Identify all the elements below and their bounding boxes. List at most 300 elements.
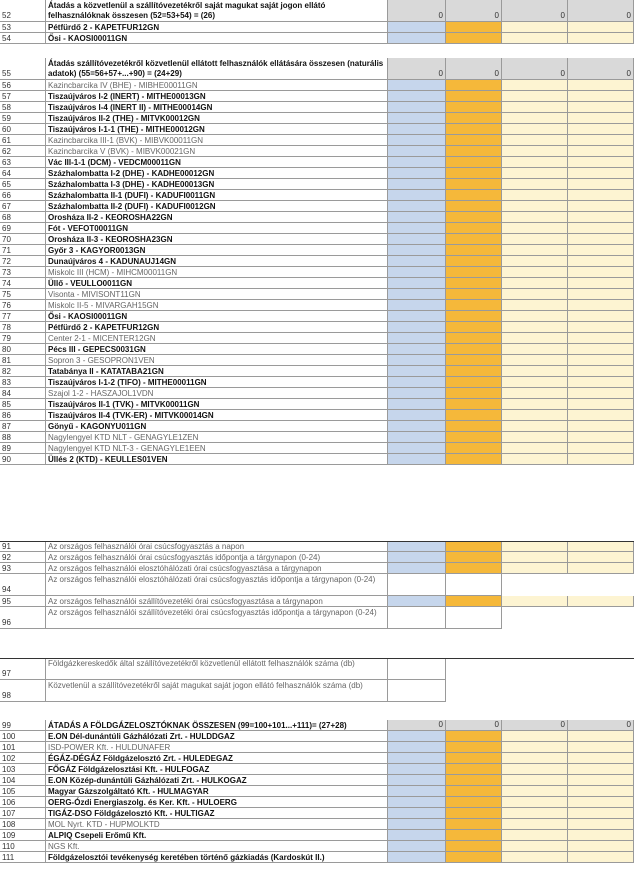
- row-label: Kazincbarcika IV (BHE) - MIBHE00011GN: [46, 80, 388, 91]
- value-cell[interactable]: [502, 731, 568, 742]
- table-row: [0, 223, 634, 234]
- row-number: 100: [0, 731, 46, 742]
- row-number: 89: [0, 443, 46, 454]
- table-row: [0, 212, 634, 223]
- value-cell[interactable]: [568, 124, 634, 135]
- row-number: 69: [0, 223, 46, 234]
- value-cell[interactable]: [568, 443, 634, 454]
- value-cell[interactable]: [446, 212, 502, 223]
- value-cell[interactable]: [568, 190, 634, 201]
- value-cell[interactable]: [502, 179, 568, 190]
- value-cell[interactable]: [502, 852, 568, 863]
- table-row: [0, 146, 634, 157]
- value-cell[interactable]: [388, 102, 446, 113]
- row-number: 70: [0, 234, 46, 245]
- value-cell[interactable]: [446, 179, 502, 190]
- value-cell[interactable]: [446, 432, 502, 443]
- row-label: Sopron 3 - GESOPRON1VEN: [46, 355, 388, 366]
- table-row: [0, 113, 634, 124]
- row-number: 63: [0, 157, 46, 168]
- value-cell[interactable]: [388, 22, 446, 33]
- value-cell[interactable]: [446, 201, 502, 212]
- value-cell[interactable]: [502, 124, 568, 135]
- row-label: Tiszaújváros II-2 (THE) - MITVK00012GN: [46, 113, 388, 124]
- value-cell[interactable]: [568, 256, 634, 267]
- row-number: 108: [0, 819, 46, 830]
- table-row: [0, 256, 634, 267]
- value-cell[interactable]: 0: [502, 0, 568, 22]
- value-cell[interactable]: [502, 830, 568, 841]
- value-cell[interactable]: [568, 410, 634, 421]
- row-label: TIGÁZ-DSO Földgázelosztó Kft. - HULTIGAZ: [46, 808, 388, 819]
- value-cell[interactable]: [446, 366, 502, 377]
- value-cell[interactable]: [388, 808, 446, 819]
- value-cell[interactable]: [388, 135, 446, 146]
- value-cell[interactable]: [568, 775, 634, 786]
- value-cell[interactable]: [388, 841, 446, 852]
- table-row: [0, 0, 634, 22]
- table-section: [0, 0, 634, 44]
- value-cell[interactable]: [502, 322, 568, 333]
- value-cell[interactable]: [388, 432, 446, 443]
- value-cell[interactable]: [502, 333, 568, 344]
- row-label: Tiszaújváros II-1 (TVK) - MITVK00011GN: [46, 399, 388, 410]
- value-cell[interactable]: [388, 80, 446, 91]
- value-cell[interactable]: [502, 201, 568, 212]
- value-cell[interactable]: [568, 146, 634, 157]
- table-row: [0, 819, 634, 830]
- value-cell[interactable]: [568, 377, 634, 388]
- value-cell[interactable]: [388, 124, 446, 135]
- value-cell[interactable]: [446, 830, 502, 841]
- value-cell[interactable]: 0: [446, 58, 502, 80]
- value-cell[interactable]: [568, 300, 634, 311]
- value-cell[interactable]: [388, 223, 446, 234]
- row-number: 83: [0, 377, 46, 388]
- value-cell[interactable]: [388, 443, 446, 454]
- value-cell[interactable]: [388, 234, 446, 245]
- value-cell[interactable]: [388, 399, 446, 410]
- value-cell[interactable]: [568, 168, 634, 179]
- value-cell[interactable]: [388, 366, 446, 377]
- value-cell[interactable]: [446, 764, 502, 775]
- value-cell[interactable]: [446, 256, 502, 267]
- value-cell[interactable]: [568, 808, 634, 819]
- value-cell[interactable]: [568, 102, 634, 113]
- row-number: 104: [0, 775, 46, 786]
- row-label: Tiszaújváros I-1-1 (THE) - MITHE00012GN: [46, 124, 388, 135]
- value-cell[interactable]: [388, 300, 446, 311]
- value-cell[interactable]: [568, 289, 634, 300]
- value-cell[interactable]: [446, 454, 502, 465]
- value-cell[interactable]: [502, 33, 568, 44]
- value-cell[interactable]: [568, 113, 634, 124]
- value-cell[interactable]: [568, 852, 634, 863]
- value-cell[interactable]: [388, 786, 446, 797]
- value-cell[interactable]: [568, 388, 634, 399]
- value-cell[interactable]: [446, 410, 502, 421]
- value-cell[interactable]: [502, 454, 568, 465]
- row-number: 85: [0, 399, 46, 410]
- value-cell[interactable]: [502, 212, 568, 223]
- value-cell[interactable]: [502, 432, 568, 443]
- value-cell[interactable]: [502, 135, 568, 146]
- value-cell[interactable]: [568, 80, 634, 91]
- value-cell[interactable]: [502, 388, 568, 399]
- table-row: [0, 300, 634, 311]
- value-cell[interactable]: [446, 157, 502, 168]
- value-cell[interactable]: [568, 454, 634, 465]
- value-cell[interactable]: [446, 421, 502, 432]
- row-number: 88: [0, 432, 46, 443]
- value-cell[interactable]: [502, 256, 568, 267]
- row-label: Az országos felhasználói órai csúcsfogyasztás a napon: [46, 541, 388, 552]
- value-cell[interactable]: [568, 22, 634, 33]
- value-cell[interactable]: [446, 234, 502, 245]
- table-row: [0, 753, 634, 764]
- value-cell[interactable]: [502, 841, 568, 852]
- value-cell[interactable]: [568, 245, 634, 256]
- row-label: Orosháza II-3 - KEOROSHA23GN: [46, 234, 388, 245]
- value-cell[interactable]: [446, 819, 502, 830]
- value-cell[interactable]: [446, 775, 502, 786]
- value-cell[interactable]: [388, 201, 446, 212]
- row-number: 99: [0, 720, 46, 731]
- value-cell[interactable]: [388, 256, 446, 267]
- value-cell[interactable]: [502, 344, 568, 355]
- row-label: E.ON Közép-dunántúli Gázhálózati Zrt. - HULKOGAZ: [46, 775, 388, 786]
- value-cell[interactable]: 0: [388, 720, 446, 731]
- value-cell[interactable]: [446, 841, 502, 852]
- table-row: [0, 786, 634, 797]
- value-cell[interactable]: [446, 124, 502, 135]
- value-cell[interactable]: [446, 168, 502, 179]
- row-number: 56: [0, 80, 46, 91]
- value-cell[interactable]: [568, 333, 634, 344]
- row-number: 109: [0, 830, 46, 841]
- value-cell[interactable]: [446, 135, 502, 146]
- value-cell[interactable]: 0: [568, 58, 634, 80]
- value-cell[interactable]: [446, 80, 502, 91]
- value-cell[interactable]: [388, 91, 446, 102]
- value-cell[interactable]: 0: [568, 0, 634, 22]
- row-label: Százhalombatta II-2 (DUFI) - KADUFI0012GN: [46, 201, 388, 212]
- value-cell[interactable]: [388, 289, 446, 300]
- value-cell[interactable]: [568, 366, 634, 377]
- value-cell[interactable]: [388, 322, 446, 333]
- value-cell[interactable]: [568, 830, 634, 841]
- value-cell[interactable]: 0: [446, 0, 502, 22]
- value-cell[interactable]: [502, 753, 568, 764]
- value-cell[interactable]: [568, 421, 634, 432]
- value-cell[interactable]: [568, 797, 634, 808]
- value-cell[interactable]: [388, 113, 446, 124]
- row-label: Üllő - VEULLO0011GN: [46, 278, 388, 289]
- row-number: 101: [0, 742, 46, 753]
- table-row: [0, 399, 634, 410]
- value-cell[interactable]: [388, 168, 446, 179]
- value-cell[interactable]: 0: [388, 58, 446, 80]
- value-cell[interactable]: [446, 377, 502, 388]
- value-cell[interactable]: [502, 764, 568, 775]
- value-cell[interactable]: [568, 179, 634, 190]
- value-cell[interactable]: [388, 157, 446, 168]
- value-cell[interactable]: [388, 454, 446, 465]
- value-cell[interactable]: [502, 819, 568, 830]
- value-cell[interactable]: [502, 377, 568, 388]
- value-cell[interactable]: [388, 764, 446, 775]
- value-cell[interactable]: 0: [446, 720, 502, 731]
- value-cell[interactable]: [446, 190, 502, 201]
- value-cell[interactable]: [388, 333, 446, 344]
- value-cell[interactable]: [502, 22, 568, 33]
- value-cell[interactable]: [502, 157, 568, 168]
- table-row: [0, 311, 634, 322]
- table-row: [0, 168, 634, 179]
- row-label: NGS Kft.: [46, 841, 388, 852]
- value-cell[interactable]: [388, 311, 446, 322]
- table-row: [0, 410, 634, 421]
- value-cell[interactable]: [502, 168, 568, 179]
- value-cell[interactable]: [502, 190, 568, 201]
- value-cell[interactable]: [446, 223, 502, 234]
- value-cell[interactable]: [568, 267, 634, 278]
- value-cell[interactable]: [502, 775, 568, 786]
- value-cell[interactable]: [502, 80, 568, 91]
- value-cell[interactable]: [388, 731, 446, 742]
- row-label: Miskolc II-5 - MIVARGAH15GN: [46, 300, 388, 311]
- value-cell[interactable]: [446, 333, 502, 344]
- value-cell[interactable]: [446, 753, 502, 764]
- row-number: 59: [0, 113, 46, 124]
- value-cell[interactable]: [446, 344, 502, 355]
- value-cell[interactable]: [568, 322, 634, 333]
- value-cell[interactable]: [502, 278, 568, 289]
- value-cell[interactable]: [568, 819, 634, 830]
- value-cell[interactable]: [388, 245, 446, 256]
- row-label: Tiszaújváros II-4 (TVK-ER) - MITVK00014GN: [46, 410, 388, 421]
- value-cell[interactable]: 0: [568, 720, 634, 731]
- table-row: [0, 764, 634, 775]
- value-cell[interactable]: [502, 311, 568, 322]
- value-cell[interactable]: 0: [388, 0, 446, 22]
- value-cell[interactable]: [388, 421, 446, 432]
- value-cell[interactable]: [568, 399, 634, 410]
- value-cell[interactable]: [568, 278, 634, 289]
- row-number: 95: [0, 596, 46, 607]
- row-label: ALPIQ Csepeli Erőmű Kft.: [46, 830, 388, 841]
- value-cell[interactable]: [568, 201, 634, 212]
- value-cell[interactable]: [568, 764, 634, 775]
- row-label: Kazincbarcika V (BVK) - MIBVK00021GN: [46, 146, 388, 157]
- row-number: 55: [0, 58, 46, 80]
- row-label: Szajol 1-2 - HASZAJOL1VDN: [46, 388, 388, 399]
- row-number: 111: [0, 852, 46, 863]
- value-cell[interactable]: [502, 808, 568, 819]
- value-cell[interactable]: [446, 267, 502, 278]
- value-cell[interactable]: [388, 146, 446, 157]
- value-cell[interactable]: [388, 33, 446, 44]
- value-cell[interactable]: [388, 775, 446, 786]
- table-row: [0, 720, 634, 731]
- row-number: 65: [0, 179, 46, 190]
- row-label: Kazincbarcika III-1 (BVK) - MIBVK00011GN: [46, 135, 388, 146]
- table-row: [0, 179, 634, 190]
- row-number: 64: [0, 168, 46, 179]
- value-cell[interactable]: [502, 91, 568, 102]
- row-label: Közvetlenül a szállítóvezetékről saját magukat saját jogon ellátó felhasználók száma (db): [46, 680, 388, 702]
- value-cell[interactable]: [446, 33, 502, 44]
- value-cell[interactable]: [446, 278, 502, 289]
- table-row: [0, 432, 634, 443]
- value-cell[interactable]: [446, 399, 502, 410]
- value-cell[interactable]: [568, 786, 634, 797]
- value-cell[interactable]: [388, 190, 446, 201]
- section-border: [0, 658, 634, 708]
- value-cell[interactable]: [502, 410, 568, 421]
- row-label: Földgázelosztói tevékenység keretében történő gázkiadás (Kardoskút II.): [46, 852, 388, 863]
- value-cell[interactable]: [502, 245, 568, 256]
- value-cell[interactable]: [446, 797, 502, 808]
- value-cell[interactable]: [568, 33, 634, 44]
- value-cell[interactable]: [446, 289, 502, 300]
- row-label: Az országos felhasználói elosztóhálózati órai csúcsfogyasztása a tárgynapon: [46, 563, 388, 574]
- value-cell[interactable]: [446, 852, 502, 863]
- value-cell[interactable]: [568, 742, 634, 753]
- row-number: 71: [0, 245, 46, 256]
- value-cell[interactable]: [502, 421, 568, 432]
- value-cell[interactable]: [568, 355, 634, 366]
- value-cell[interactable]: [388, 212, 446, 223]
- value-cell[interactable]: [502, 742, 568, 753]
- value-cell[interactable]: [502, 786, 568, 797]
- value-cell[interactable]: [502, 797, 568, 808]
- value-cell[interactable]: [446, 808, 502, 819]
- row-number: 82: [0, 366, 46, 377]
- table-row: [0, 731, 634, 742]
- row-label: Tiszaújváros I-1-2 (TIFO) - MITHE00011GN: [46, 377, 388, 388]
- row-label: E.ON Dél-dunántúli Gázhálózati Zrt. - HULDDGAZ: [46, 731, 388, 742]
- row-number: 68: [0, 212, 46, 223]
- value-cell[interactable]: [502, 234, 568, 245]
- value-cell[interactable]: [502, 146, 568, 157]
- table-row: [0, 366, 634, 377]
- value-cell[interactable]: [502, 102, 568, 113]
- value-cell[interactable]: [502, 223, 568, 234]
- value-cell[interactable]: [388, 388, 446, 399]
- row-label: Százhalombatta I-2 (DHE) - KADHE00012GN: [46, 168, 388, 179]
- value-cell[interactable]: [568, 91, 634, 102]
- value-cell[interactable]: [388, 753, 446, 764]
- value-cell[interactable]: 0: [502, 720, 568, 731]
- value-cell[interactable]: [388, 742, 446, 753]
- value-cell[interactable]: [388, 819, 446, 830]
- value-cell[interactable]: [446, 786, 502, 797]
- value-cell[interactable]: [502, 443, 568, 454]
- row-number: 92: [0, 552, 46, 563]
- value-cell[interactable]: [568, 841, 634, 852]
- row-label: ÁTADÁS A FÖLDGÁZELOSZTÓKNAK ÖSSZESEN (99=100+101...+111)= (27+28): [46, 720, 388, 731]
- value-cell[interactable]: [568, 157, 634, 168]
- row-number: 72: [0, 256, 46, 267]
- row-number: 74: [0, 278, 46, 289]
- value-cell[interactable]: [446, 113, 502, 124]
- value-cell[interactable]: [446, 91, 502, 102]
- table-row: [0, 201, 634, 212]
- row-label: OERG-Ózdi Energiaszolg. és Ker. Kft. - HULOERG: [46, 797, 388, 808]
- value-cell[interactable]: [388, 830, 446, 841]
- value-cell[interactable]: [446, 146, 502, 157]
- value-cell[interactable]: [388, 355, 446, 366]
- table-row: [0, 91, 634, 102]
- value-cell[interactable]: [568, 432, 634, 443]
- value-cell[interactable]: [388, 267, 446, 278]
- value-cell[interactable]: [446, 388, 502, 399]
- value-cell[interactable]: [446, 322, 502, 333]
- value-cell[interactable]: [502, 366, 568, 377]
- value-cell[interactable]: [388, 377, 446, 388]
- value-cell[interactable]: [502, 267, 568, 278]
- row-number: 67: [0, 201, 46, 212]
- value-cell[interactable]: [388, 852, 446, 863]
- row-label: Fót - VEFOT00011GN: [46, 223, 388, 234]
- value-cell[interactable]: [502, 289, 568, 300]
- row-label: Százhalombatta II-1 (DUFI) - KADUFI0011GN: [46, 190, 388, 201]
- value-cell[interactable]: [446, 742, 502, 753]
- value-cell[interactable]: [502, 399, 568, 410]
- value-cell[interactable]: [446, 245, 502, 256]
- value-cell[interactable]: [388, 278, 446, 289]
- table-row: [0, 278, 634, 289]
- value-cell[interactable]: [446, 102, 502, 113]
- value-cell[interactable]: [502, 300, 568, 311]
- row-number: 57: [0, 91, 46, 102]
- row-number: 62: [0, 146, 46, 157]
- table-row: [0, 830, 634, 841]
- value-cell[interactable]: [446, 355, 502, 366]
- table-row: [0, 245, 634, 256]
- table-row: [0, 742, 634, 753]
- value-cell[interactable]: [446, 311, 502, 322]
- value-cell[interactable]: [388, 410, 446, 421]
- value-cell[interactable]: [568, 731, 634, 742]
- value-cell[interactable]: [446, 731, 502, 742]
- row-number: 54: [0, 33, 46, 44]
- value-cell[interactable]: [568, 311, 634, 322]
- value-cell[interactable]: [388, 179, 446, 190]
- value-cell[interactable]: [446, 22, 502, 33]
- row-number: 53: [0, 22, 46, 33]
- value-cell[interactable]: [446, 300, 502, 311]
- value-cell[interactable]: [502, 355, 568, 366]
- value-cell[interactable]: [568, 234, 634, 245]
- row-label: Center 2-1 - MICENTER12GN: [46, 333, 388, 344]
- value-cell[interactable]: [388, 797, 446, 808]
- row-label: Százhalombatta I-3 (DHE) - KADHE00013GN: [46, 179, 388, 190]
- value-cell[interactable]: [568, 344, 634, 355]
- value-cell[interactable]: [568, 212, 634, 223]
- value-cell[interactable]: 0: [502, 58, 568, 80]
- value-cell[interactable]: [568, 135, 634, 146]
- value-cell[interactable]: [502, 113, 568, 124]
- table-row: [0, 355, 634, 366]
- value-cell[interactable]: [568, 753, 634, 764]
- value-cell[interactable]: [388, 344, 446, 355]
- value-cell[interactable]: [568, 223, 634, 234]
- row-number: 90: [0, 454, 46, 465]
- value-cell[interactable]: [446, 443, 502, 454]
- table-row: [0, 344, 634, 355]
